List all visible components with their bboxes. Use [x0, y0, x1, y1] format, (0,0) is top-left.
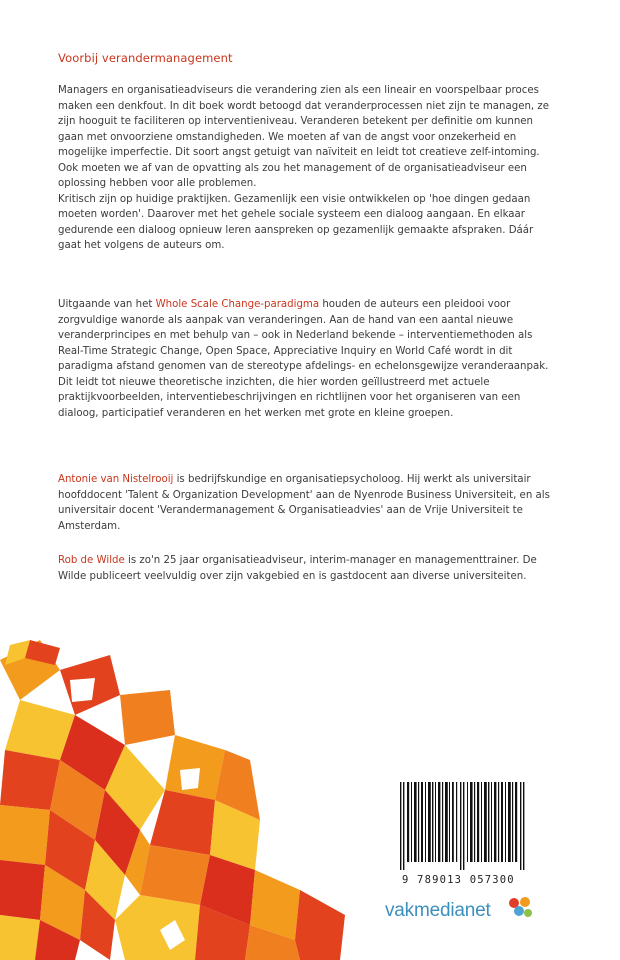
author-name-1: Antonie van Nistelrooij [58, 474, 174, 485]
isbn-number: 9 789013 057300 [402, 874, 515, 886]
author-bio-text-1: is bedrijfskundige en organisatiepsycholoog. Hij werkt als universitair hoofddocent 'Talent & Organization Development' aan de Nyenrode Business Universiteit, en als universitair docent 'Verandermanagement & Organisatieadvies' aan de Vrije Universiteit te Amsterdam. [58, 474, 550, 532]
cover-heading: Voorbij verandermanagement [58, 51, 233, 65]
paradigm-paragraph [58, 297, 558, 421]
publisher-name: vakmedianet [385, 900, 491, 921]
mosaic-tiles [0, 640, 345, 960]
author-bio-1 [58, 472, 558, 534]
barcode-bars [394, 782, 532, 872]
paradigm-text-start: Uitgaande van het [58, 299, 156, 310]
intro-text-continued: Kritisch zijn op huidige praktijken. Gezamenlijk een visie ontwikkelen op 'hoe dingen gedaan moeten worden'. Daarover met het gehele sociale systeem een dialoog aangaan. En elkaar gedurende een dialoog opnieuw leren aanspreken op gezamenlijk gemaakte afspraken. Dáár gaat het volgens de auteurs om. [58, 193, 534, 251]
barcode [394, 782, 532, 888]
publisher-logo-icon [506, 895, 534, 921]
author-name-2: Rob de Wilde [58, 555, 125, 566]
mosaic-artwork [0, 640, 360, 960]
intro-paragraph [58, 83, 558, 254]
paradigm-highlight: Whole Scale Change-paradigma [155, 299, 320, 310]
author-bio-2 [58, 553, 558, 584]
intro-text: Managers en organisatieadviseurs die verandering zien als een lineair en voorspelbaar proces maken een denkfout. In dit boek wordt betoogd dat veranderprocessen niet zijn te managen, ze zijn hooguit te faciliteren op interventieniveau. Veranderen betekent per definitie om kunnen gaan met onvoorziene omstandigheden. We moeten af van de angst voor onzekerheid en mogelijke imperfectie. Dit soort angst getuigt van naïviteit en leidt tot creatieve zelf-intoming. Ook moeten we af van de opvatting als zou het management of de organisatieadviseur een oplossing hebben voor alle problemen. [58, 85, 550, 189]
author-bio-text-2: is zo'n 25 jaar organisatieadviseur, interim-manager en managementtrainer. De Wilde publiceert veelvuldig over zijn vakgebied en is gastdocent aan diverse universiteiten. [58, 555, 537, 582]
paradigm-text-end: houden de auteurs een pleidooi voor zorgvuldige wanorde als aanpak van veranderingen. Aan de hand van een aantal nieuwe veranderprincipes en met behulp van – ook in Nederland bekende – interventiemethoden als Real-Time Strategic Change, Open Space, Appreciative Inquiry en World Café wordt in dit paradigma afstand genomen van de stereotype afdelings- en echelonsgewijze veranderaanpak. Dit leidt tot nieuwe theoretische inzichten, die hier worden geïllustreerd met actuele praktijkvoorbeelden, interventiebeschrijvingen en richtlijnen voor het organiseren van een dialoog, participatief veranderen en het werken met grote en kleine groepen. [58, 299, 549, 419]
